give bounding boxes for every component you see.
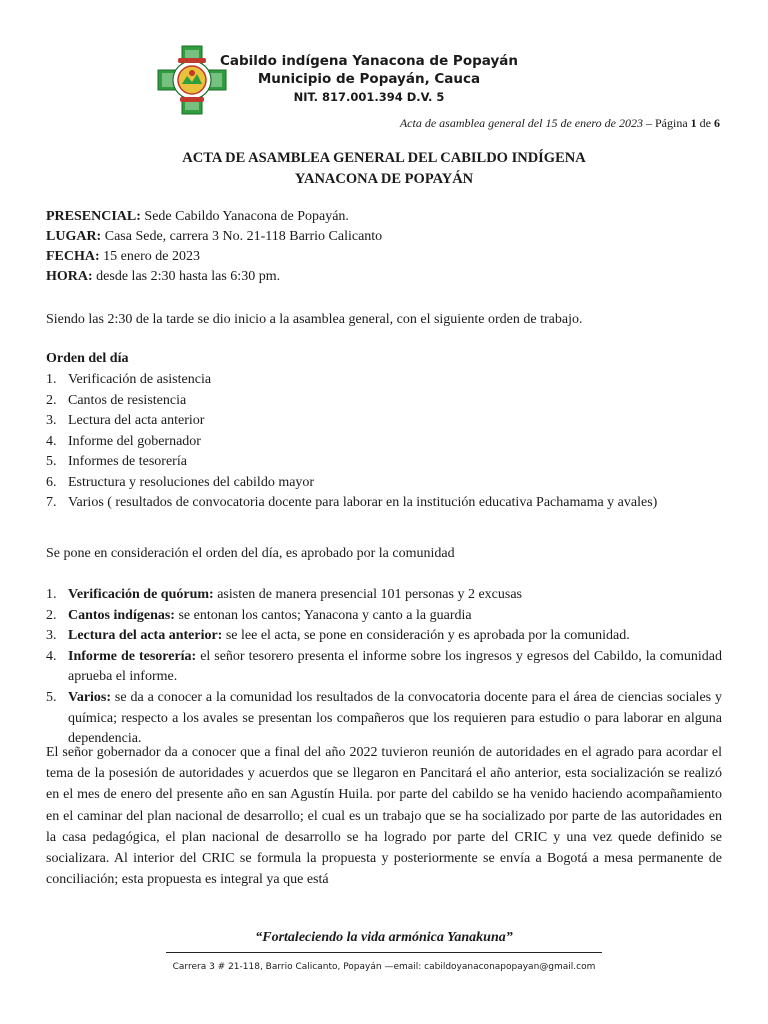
approval-text: Se pone en consideración el orden del día, es aprobado por la comunidad — [46, 546, 455, 561]
running-header — [400, 116, 720, 131]
agenda-heading-text: Orden del día — [46, 351, 129, 366]
proceeding-text: asisten de manera presencial 101 personas y 2 excusas — [213, 587, 522, 602]
agenda-item — [46, 370, 746, 391]
of-word: de — [696, 116, 714, 130]
proceeding-item — [46, 585, 722, 606]
agenda-item — [46, 493, 746, 514]
org-name: Cabildo indígena Yanacona de Popayán — [220, 53, 518, 69]
proceeding-item — [46, 647, 722, 689]
agenda-item-text: Verificación de asistencia — [68, 372, 212, 387]
agenda-item-text: Varios ( resultados de convocatoria docente para laborar en la institución educativa Pachamama y avales) — [68, 495, 658, 510]
agenda-item-text: Cantos de resistencia — [68, 392, 187, 408]
field-value: 15 enero de 2023 — [99, 249, 200, 264]
title-line-2: YANACONA DE POPAYÁN — [294, 171, 474, 187]
agenda-item-text: Estructura y resoluciones del cabildo mayor — [68, 474, 315, 490]
proceeding-number: 5. — [46, 690, 57, 705]
agenda-item-number: 5. — [46, 454, 57, 469]
field-label: HORA: — [46, 269, 93, 284]
proceeding-label: Informe de tesorería: — [68, 648, 197, 664]
agenda-item-number: 7. — [46, 495, 57, 510]
proceeding-item — [46, 688, 722, 750]
footer-address: Carrera 3 # 21-118, Barrio Calicanto, Popayán —email: cabildoyanaconapopayan@gmail.com — [172, 962, 596, 972]
proceeding-label: Varios: — [68, 690, 112, 705]
agenda-item — [46, 452, 746, 473]
field-label: LUGAR: — [46, 229, 102, 244]
agenda-item — [46, 432, 746, 453]
page-word: Página — [655, 116, 691, 130]
agenda-heading — [46, 349, 128, 369]
proceeding-item — [46, 606, 722, 627]
agenda-item-number: 4. — [46, 433, 57, 449]
proceeding-item — [46, 626, 722, 647]
field-label: PRESENCIAL: — [46, 209, 141, 224]
agenda-item-text: Informe del gobernador — [68, 433, 201, 449]
field-hora — [46, 267, 280, 287]
governor-paragraph: El señor gobernador da a conocer que a final del año 2022 tuvieron reunión de autoridades en el agrado para acordar el tema de la posesión de autoridades y acuerdos que se llegaron en Pancitará el año anterior, esta socialización se realizó en el mes de enero del presente año en san Agustín Huila. por parte del cabildo se ha venido haciendo acompañamiento en el caminar del plan nacional de desarrollo; el cual es un trabajo que se ha socializado por parte de las autoridades en la casa pedagógica, el plan nacional de desarrollo se ha logrado por parte del CRIC y una vez quede definido se socializara. Al interior del CRIC se formula la propuesta y posteriormente se envía a Bogotá a mesa permanente de conciliación; esta propuesta es integral ya que está — [46, 745, 722, 888]
agenda-item-number: 3. — [46, 413, 57, 428]
org-municipality: Municipio de Popayán, Cauca — [257, 71, 481, 87]
running-doc-title: Acta de asamblea general del 15 de enero de 2023 — [399, 116, 643, 130]
page-total: 6 — [714, 116, 720, 130]
agenda-item-number: 2. — [46, 392, 57, 408]
proceeding-text: se lee el acta, se pone en consideración y es aprobada por la comunidad. — [222, 628, 630, 643]
proceeding-number: 4. — [46, 648, 57, 664]
org-nit: NIT. 817.001.394 D.V. 5 — [293, 90, 445, 104]
agenda-item — [46, 391, 746, 412]
logo-top-banner — [178, 58, 206, 63]
page-number: 1 — [690, 116, 697, 130]
footer-divider — [166, 952, 602, 953]
logo-bottom-banner — [180, 97, 204, 102]
document-title — [0, 148, 768, 190]
agenda-item-text: Informes de tesorería — [68, 454, 187, 469]
proceeding-label: Lectura del acta anterior: — [68, 628, 223, 643]
agenda-item — [46, 411, 746, 432]
title-line-1: ACTA DE ASAMBLEA GENERAL DEL CABILDO INDÍGENA — [182, 150, 586, 166]
agenda-item-number: 6. — [46, 474, 57, 490]
org-header — [214, 52, 524, 106]
proceeding-number: 2. — [46, 607, 57, 623]
field-value: Casa Sede, carrera 3 No. 21-118 Barrio Calicanto — [101, 229, 383, 244]
proceeding-text: se entonan los cantos; Yanacona y canto a la guardia — [174, 607, 472, 623]
agenda-item-text: Lectura del acta anterior — [68, 413, 205, 428]
proceeding-number: 3. — [46, 628, 57, 643]
field-value: desde las 2:30 hasta las 6:30 pm. — [92, 269, 281, 284]
proceeding-text: el señor tesorero presenta el informe sobre los ingresos y egresos del Cabildo, la comunidad aprueba el informe. — [68, 648, 722, 684]
agenda-item — [46, 473, 746, 494]
field-presencial — [46, 207, 349, 227]
agenda-item-number: 1. — [46, 372, 57, 387]
field-label: FECHA: — [46, 249, 100, 264]
proceeding-label: Verificación de quórum: — [68, 587, 214, 602]
footer-motto: “Fortaleciendo la vida armónica Yanakuna” — [255, 930, 513, 945]
intro-text: Siendo las 2:30 de la tarde se dio inicio a la asamblea general, con el siguiente orden de trabajo. — [46, 312, 583, 327]
field-lugar — [46, 227, 382, 247]
proceeding-label: Cantos indígenas: — [68, 607, 175, 623]
proceeding-text: se da a conocer a la comunidad los resultados de la convocatoria docente para el área de ciencias sociales y química; respecto a los avales se presentan los compañeros que los requieren para estudio o para laborar en alguna dependencia. — [68, 690, 722, 746]
running-sep: – — [643, 116, 655, 130]
field-fecha — [46, 247, 200, 267]
field-value: Sede Cabildo Yanacona de Popayán. — [140, 209, 349, 224]
proceeding-number: 1. — [46, 587, 57, 602]
logo-sun — [189, 70, 195, 76]
